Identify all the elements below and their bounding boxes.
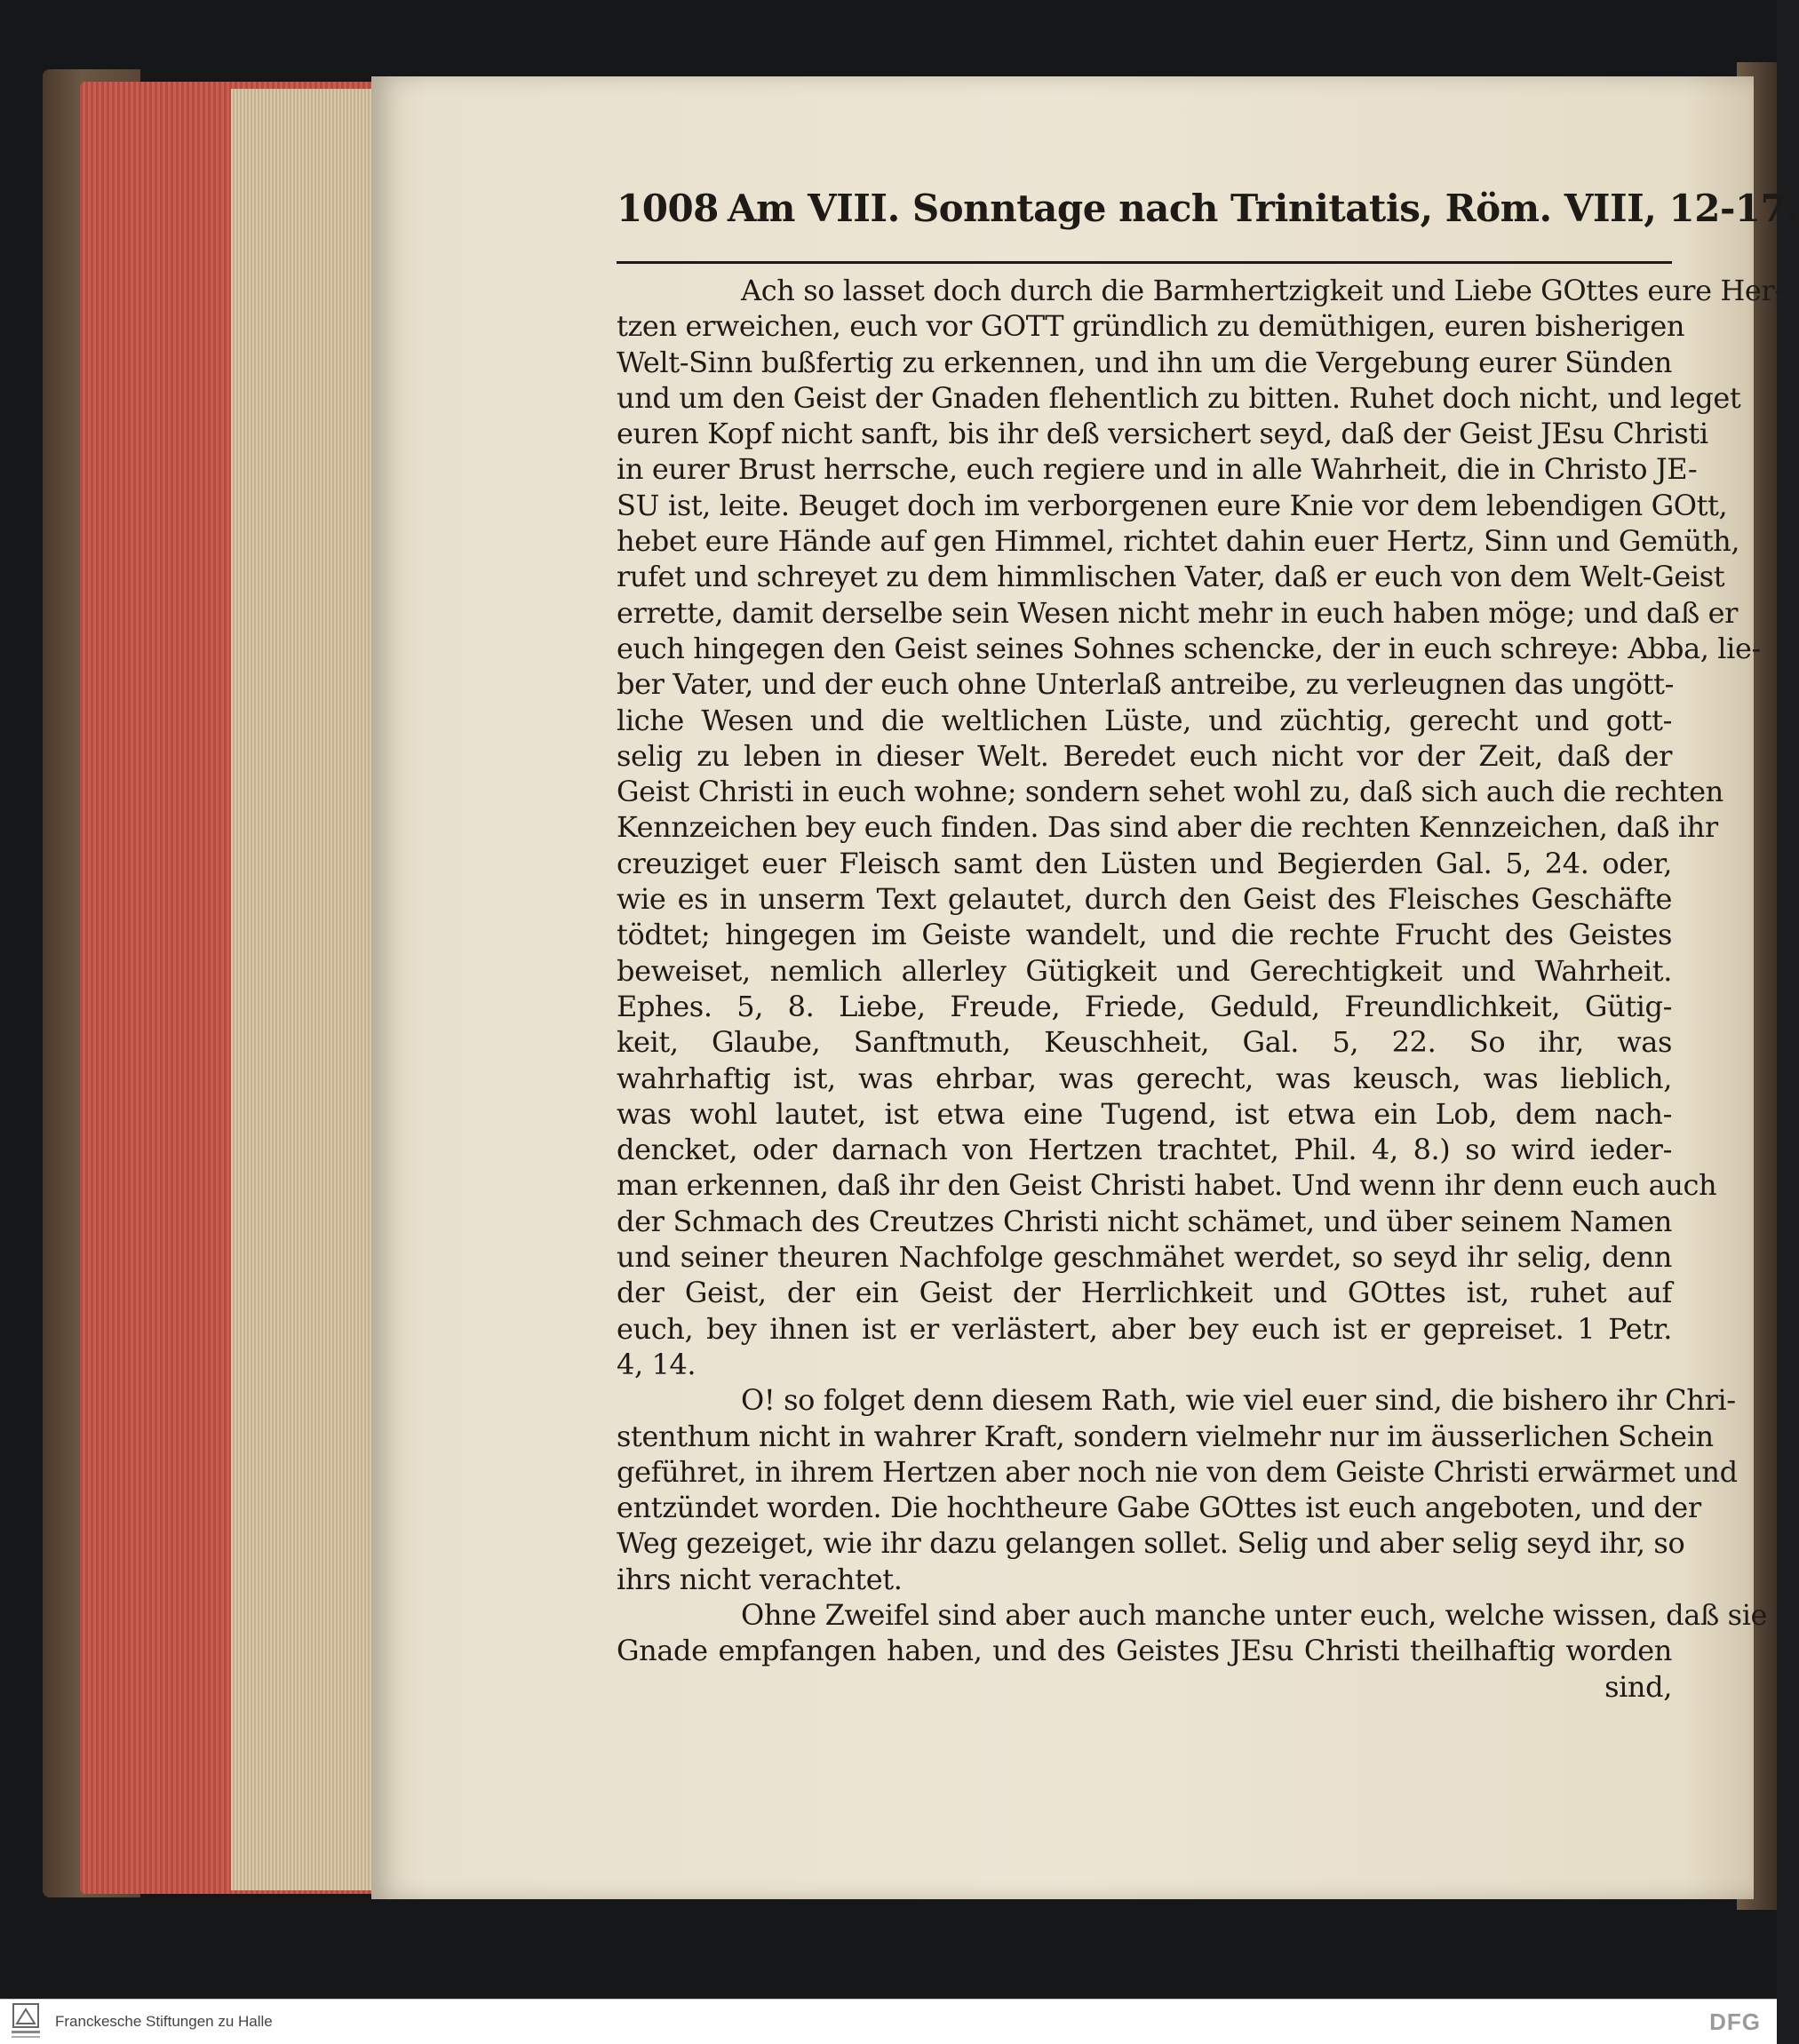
text-line: euch, bey ihnen ist er verlästert, aber bey euch ist er gepreiset. 1 Petr. (617, 1311, 1672, 1346)
text-line: euch hingegen den Geist seines Sohnes schencke, der in euch schreye: Abba, lie- (617, 631, 1761, 665)
text-line: tödtet; hingegen im Geiste wandelt, und die rechte Frucht des Geistes (617, 918, 1672, 952)
text-line: errette, damit derselbe sein Wesen nicht mehr in euch haben möge; und daß er (617, 595, 1739, 630)
page-content (617, 187, 1799, 1786)
text-line: liche Wesen und die weltlichen Lüste, und züchtig, gerecht und gott- (617, 703, 1672, 737)
text-line: Kennzeichen bey euch finden. Das sind aber die rechten Kennzeichen, daß ihr (617, 810, 1718, 845)
text-line: sind, (1604, 1669, 1672, 1704)
institution-logo (5, 2001, 46, 2042)
running-title: Am VIII. Sonntage nach Trinitatis, Röm. VIII, 12-17. (727, 187, 1799, 230)
text-line: keit, Glaube, Sanftmuth, Keuschheit, Gal. 5, 22. So ihr, was (617, 1025, 1672, 1060)
text-line: euren Kopf nicht sanft, bis ihr deß versichert seyd, daß der Geist JEsu Christi (617, 417, 1708, 451)
text-line: Geist Christi in euch wohne; sondern sehet wohl zu, daß sich auch die rechten (617, 775, 1723, 809)
text-line: Ach so lasset doch durch die Barmhertzigkeit und Liebe GOttes eure Her- (741, 274, 1784, 307)
text-line: 4, 14. (617, 1347, 697, 1381)
text-line: Ephes. 5, 8. Liebe, Freude, Friede, Geduld, Freundlichkeit, Gütig- (617, 989, 1672, 1023)
body-text (617, 273, 1784, 1705)
text-line: Weg gezeiget, wie ihr dazu gelangen sollet. Selig und aber selig seyd ihr, so (617, 1526, 1685, 1561)
running-header (617, 187, 1799, 258)
text-line: SU ist, leite. Beuget doch im verborgenen eure Knie vor dem lebendigen GOtt, (617, 488, 1728, 522)
text-line: in eurer Brust herrsche, euch regiere und in alle Wahrheit, die in Christo JE- (617, 452, 1698, 487)
text-line: entzündet worden. Die hochtheure Gabe GOttes ist euch angeboten, und der (617, 1491, 1701, 1525)
header-rule (617, 261, 1672, 264)
text-line: was wohl lautet, ist etwa eine Tugend, ist etwa ein Lob, dem nach- (617, 1096, 1672, 1131)
text-line: Welt-Sinn bußfertig zu erkennen, und ihn um die Vergebung eurer Sünden (617, 345, 1672, 379)
page-edges-inner (231, 89, 373, 1890)
text-line: hebet eure Hände auf gen Himmel, richtet dahin euer Hertz, Sinn und Gemüth, (617, 524, 1740, 559)
text-line: wahrhaftig ist, was ehrbar, was gerecht, was keusch, was lieblich, (617, 1061, 1672, 1095)
page-number: 1008 (617, 187, 719, 230)
institution-name: Franckesche Stiftungen zu Halle (55, 2013, 273, 2030)
text-line: Gnade empfangen haben, und des Geistes JEsu Christi theilhaftig worden (617, 1634, 1672, 1668)
text-line: O! so folget denn diesem Rath, wie viel euer sind, die bishero ihr Chri- (741, 1383, 1736, 1418)
text-line: man erkennen, daß ihr den Geist Christi habet. Und wenn ihr denn euch auch (617, 1168, 1717, 1203)
text-line: dencket, oder darnach von Hertzen trachtet, Phil. 4, 8.) so wird ieder- (617, 1133, 1672, 1167)
paragraph (617, 1597, 1768, 1705)
text-line: stenthum nicht in wahrer Kraft, sondern vielmehr nur im äusserlichen Schein (617, 1419, 1714, 1453)
text-line: rufet und schreyet zu dem himmlischen Vater, daß er euch von dem Welt-Geist (617, 560, 1725, 594)
book-page (371, 76, 1799, 1899)
text-line: und seiner theuren Nachfolge geschmähet werdet, so seyd ihr selig, denn (617, 1240, 1672, 1275)
viewer-footer (0, 1999, 1777, 2044)
text-line: selig zu leben in dieser Welt. Beredet euch nicht vor der Zeit, daß der (617, 738, 1672, 773)
text-line: ihrs nicht verachtet. (617, 1562, 903, 1596)
text-line: geführet, in ihrem Hertzen aber noch nie von dem Geiste Christi erwärmet und (617, 1454, 1738, 1489)
text-line: ber Vater, und der euch ohne Unterlaß antreibe, zu verleugnen das ungött- (617, 667, 1674, 702)
paragraph (617, 1382, 1738, 1597)
text-line: wie es in unserm Text gelautet, durch den Geist des Fleisches Geschäfte (617, 882, 1672, 917)
text-line: creuziget euer Fleisch samt den Lüsten und Begierden Gal. 5, 24. oder, (617, 846, 1672, 880)
text-line: Ohne Zweifel sind aber auch manche unter euch, welche wissen, daß sie (741, 1597, 1768, 1632)
text-line: beweiset, nemlich allerley Gütigkeit und Gerechtigkeit und Wahrheit. (617, 953, 1672, 988)
text-line: der Schmach des Creutzes Christi nicht schämet, und über seinem Namen (617, 1204, 1672, 1238)
dfg-logo: DFG (1709, 2008, 1761, 2035)
text-line: und um den Geist der Gnaden flehentlich zu bitten. Ruhet doch nicht, und leget (617, 380, 1741, 415)
text-line: der Geist, der ein Geist der Herrlichkeit und GOttes ist, ruhet auf (617, 1276, 1672, 1310)
paragraph (617, 273, 1784, 1382)
text-line: tzen erweichen, euch vor GOTT gründlich zu demüthigen, euren bisherigen (617, 309, 1685, 344)
